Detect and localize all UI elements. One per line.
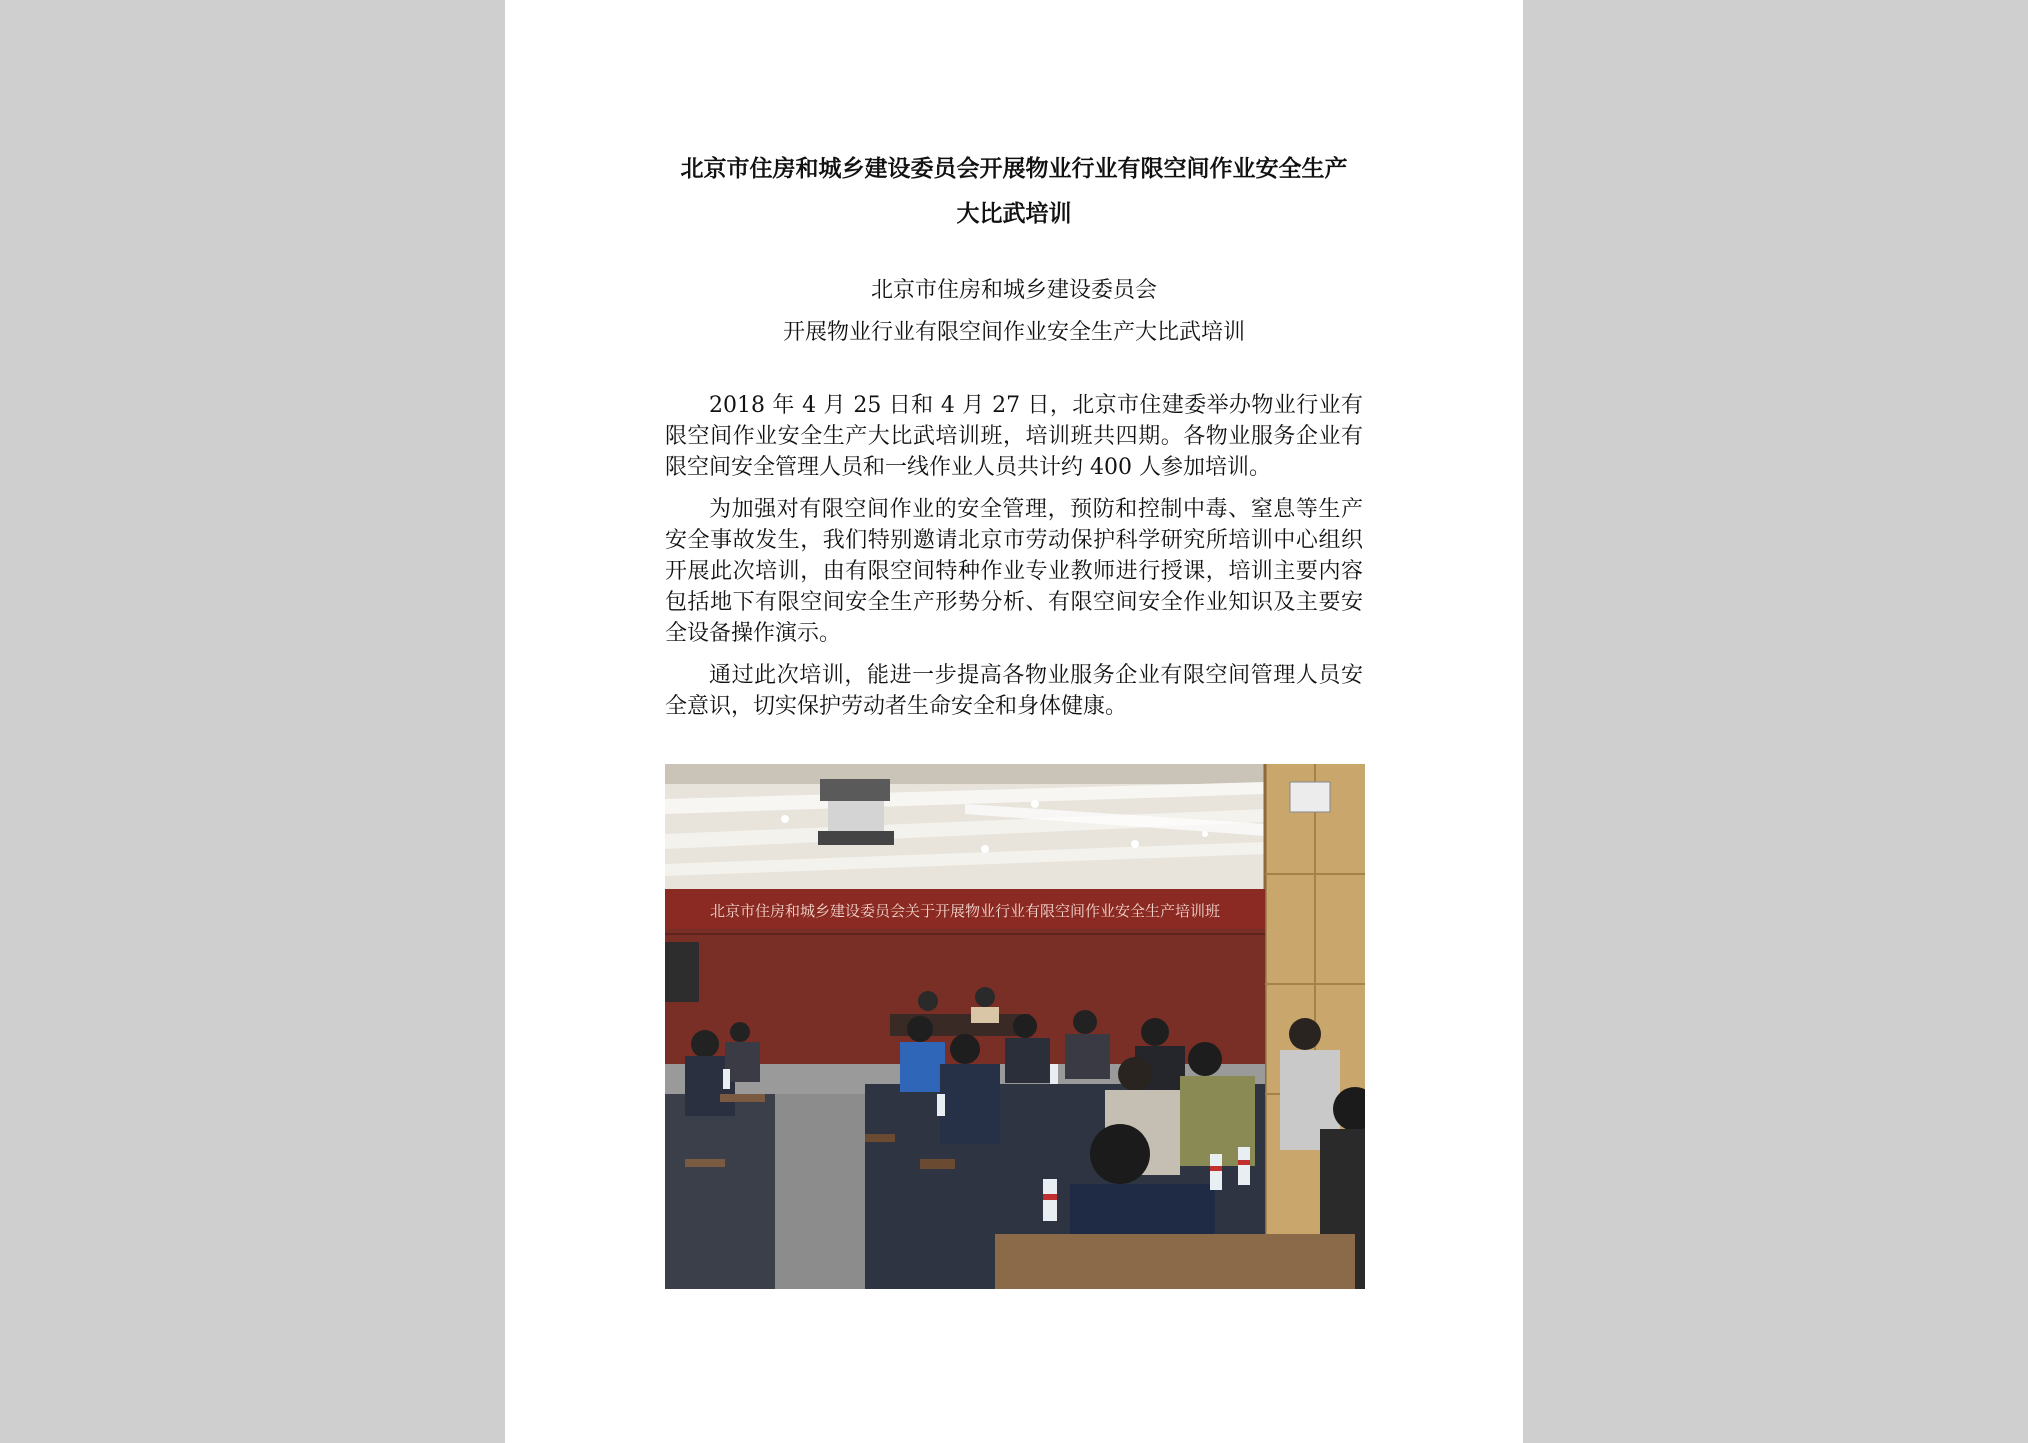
photo-banner-text: 北京市住房和城乡建设委员会关于开展物业行业有限空间作业安全生产培训班 — [709, 902, 1221, 920]
paragraph: 为加强对有限空间作业的安全管理，预防和控制中毒、窒息等生产安全事故发生，我们特别邀请北京市劳动保护科学研究所培训中心组织开展此次培训，由有限空间特种作业专业教师进行授课，培训主要内容包括地下有限空间安全生产形势分析、有限空间安全作业知识及主要安全设备操作演示。 — [665, 497, 1363, 646]
subtitle-line-2: 开展物业行业有限空间作业安全生产大比武培训 — [782, 320, 1245, 345]
title-line-2: 大比武培训 — [956, 200, 1072, 227]
document-page — [505, 0, 1523, 1443]
document-body — [665, 390, 1363, 733]
title-line-1: 北京市住房和城乡建设委员会开展物业行业有限空间作业安全生产 — [680, 155, 1348, 182]
training-photo — [665, 764, 1365, 1289]
paragraph: 2018 年 4 月 25 日和 4 月 27 日，北京市住建委举办物业行业有限空间作业安全生产大比武培训班，培训班共四期。各物业服务企业有限空间安全管理人员和一线作业人员共计约 400 人参加培训。 — [665, 393, 1363, 480]
document-title — [665, 146, 1363, 236]
paragraph: 通过此次培训，能进一步提高各物业服务企业有限空间管理人员安全意识，切实保护劳动者生命安全和身体健康。 — [665, 663, 1363, 719]
document-subtitle — [665, 270, 1363, 354]
subtitle-line-1: 北京市住房和城乡建设委员会 — [870, 278, 1157, 303]
